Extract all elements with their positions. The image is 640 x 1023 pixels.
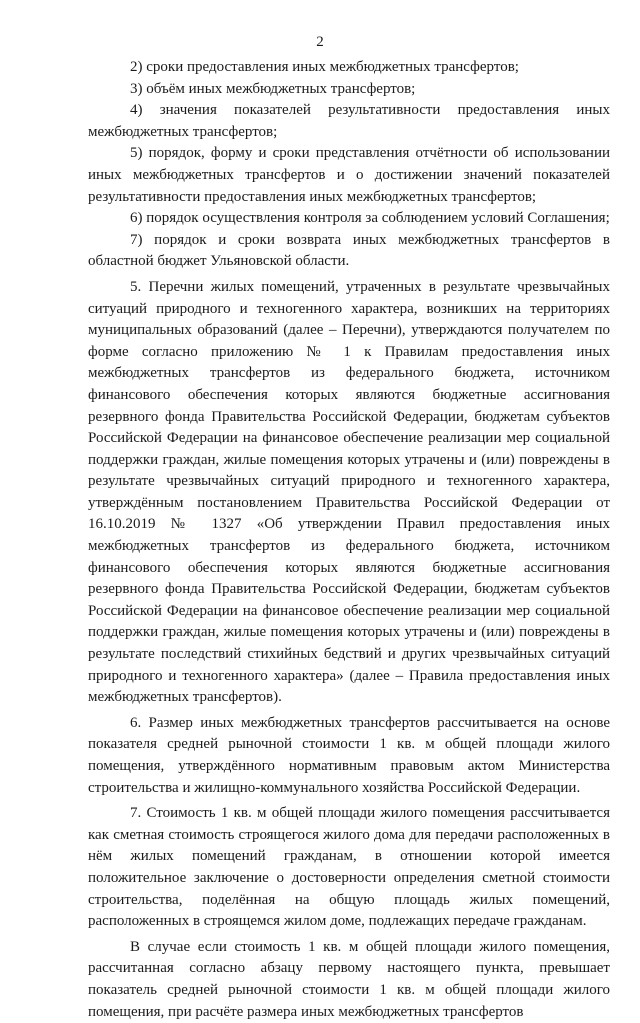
list-item-5: 5) порядок, форму и сроки представления отчётности об использовании иных межбюджетных трансфертов и о достижении значений показателей результативности предоставления иных межбюджетных трансфертов; — [88, 145, 610, 205]
clause-7: 7. Стоимость 1 кв. м общей площади жилого помещения рассчитывается как сметная стоимость строящегося жилого дома для передачи расположенных в нём жилых помещений гражданам, в отношении которой имеется положительное заключение о достоверности определения сметной стоимости строительства, поделённая на общую площадь жилых помещений, расположенных в строящемся жилом доме, подлежащих передаче гражданам. — [88, 805, 610, 930]
list-item-6: 6) порядок осуществления контроля за соблюдением условий Соглашения; — [130, 210, 610, 227]
list-item-2: 2) сроки предоставления иных межбюджетных трансфертов; — [130, 59, 519, 75]
list-item-4: 4) значения показателей результативности предоставления иных межбюджетных трансфертов; — [88, 102, 610, 140]
clause-6: 6. Размер иных межбюджетных трансфертов рассчитывается на основе показателя средней рыночной стоимости 1 кв. м общей площади жилого помещения, утверждённого нормативным правовым актом Министерства строительства и жилищно-коммунального хозяйства Российской Федерации. — [88, 714, 610, 796]
document-body — [88, 57, 610, 1023]
page-number: 2 — [316, 34, 324, 50]
clause-5: 5. Перечни жилых помещений, утраченных в результате чрезвычайных ситуаций природного и техногенного характера, возникших на территориях муниципальных образований (далее – Перечни), утверждаются получателем по форме согласно приложению № 1 к Правилам предоставления иных межбюджетных трансфертов из федерального бюджета, источником финансового обеспечения которых являются бюджетные ассигнования резервного фонда Правительства Российской Федерации, бюджетам субъектов Российской Федерации на финансовое обеспечение реализации мер социальной поддержки граждан, жилые помещения которых утрачены и (или) повреждены в результате чрезвычайных ситуаций природного и техногенного характера, утверждённым постановлением Правительства Российской Федерации от 16.10.2019 № 1327 «Об утверждении Правил предоставления иных межбюджетных трансфертов из федерального бюджета, источником финансового обеспечения которых являются бюджетные ассигнования резервного фонда Правительства Российской Федерации, бюджетам субъектов Российской Федерации на финансовое обеспечение реализации мер социальной поддержки граждан, жилые помещения которых утрачены и (или) повреждены в результате последствий стихийных бедствий и других чрезвычайных ситуаций природного и техногенного характера» (далее – Правила предоставления иных межбюджетных трансфертов). — [88, 278, 610, 706]
list-item-3: 3) объём иных межбюджетных трансфертов; — [130, 80, 416, 97]
clause-7-paragraph-2: В случае если стоимость 1 кв. м общей площади жилого помещения, рассчитанная согласно абзацу первому настоящего пункта, превышает показатель средней рыночной стоимости 1 кв. м общей площади жилого помещения, при расчёте размера иных межбюджетных трансфертов — [88, 938, 610, 1020]
list-item-7: 7) порядок и сроки возврата иных межбюджетных трансфертов в областной бюджет Ульяновской области. — [88, 231, 610, 270]
